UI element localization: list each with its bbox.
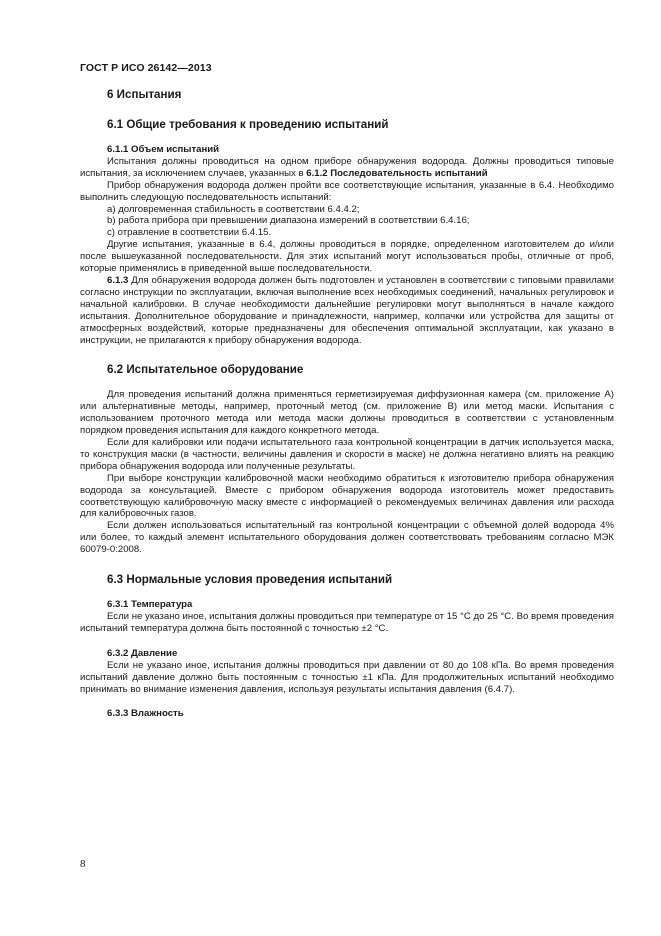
paragraph-text: Для обнаружения водорода должен быть подготовлен и установлен в соответствии с типовыми правилами согласно инструкции по эксплуатации, включая выполнение всех необходимых соединений, начальных регулировок и начальной калибровки. В случае необходимости дальнейшие регулировки могут выполняться в начале каждого испытания. Дополнительное оборудование и принадлежности, например, колпачки или устройства для защиты от атмосферных воздействий, которые предназначены для обеспечения оптимальной эксплуатации, как указано в инструкции, не прилагаются к прибору обнаружения водорода. — [80, 274, 614, 346]
section-6-2-title: 6.2 Испытательное оборудование — [107, 363, 304, 377]
paragraph-6-1-2: Прибор обнаружения водорода должен пройти все соответствующие испытания, указанные в 6.4. Необходимо выполнить следующую последовательность испытаний: — [80, 179, 614, 203]
paragraph-6-1-3 — [80, 275, 614, 346]
paragraph-6-2-2: Если для калибровки или подачи испытательного газа контрольной концентрации в датчик используется маска, то конструкция маски (в частности, величины давления и скорости в маске) не должна негативно влиять на реакцию прибора обнаружения водорода или полученные результаты. — [80, 437, 614, 472]
section-6-3-3-title: 6.3.3 Влажность — [107, 708, 184, 720]
section-6-title: 6 Испытания — [107, 88, 182, 101]
page-content — [80, 88, 614, 720]
section-6-3-1-title: 6.3.1 Температура — [107, 599, 193, 611]
list-item: a) долговременная стабильность в соответствии 6.4.4.2; — [107, 203, 360, 215]
document-header: ГОСТ Р ИСО 26142—2013 — [80, 62, 212, 74]
list-item: c) отравление в соответствии 6.4.15. — [107, 227, 272, 239]
list-item: b) работа прибора при превышении диапазона измерений в соответствии 6.4.16; — [107, 215, 470, 227]
section-6-3-2-title: 6.3.2 Давление — [107, 647, 178, 659]
section-6-3-title: 6.3 Нормальные условия проведения испытаний — [107, 573, 393, 587]
paragraph-text: Испытания должны проводиться на одном приборе обнаружения водорода. Должны проводиться типовые испытания, за исключением случаев, указанных в — [80, 155, 614, 179]
paragraph-6-3-1: Если не указано иное, испытания должны проводиться при температуре от 15 °С до 25 °С. Во время проведения испытаний температура должна быть постоянной с точностью ±2 °С. — [80, 611, 614, 634]
page-number: 8 — [80, 858, 86, 870]
section-6-1-title: 6.1 Общие требования к проведению испытаний — [107, 118, 389, 131]
paragraph-6-2-3: При выборе конструкции калибровочной маски необходимо обратиться к изготовителю прибора обнаружения водорода за консультацией. Вместе с прибором обнаружения водорода изготовитель может предоставить соответствующую калибровочную маску вместе с информацией о рекомендуемых величинах давления или расхода для калибровочных газов. — [80, 472, 614, 520]
paragraph-6-1-1 — [80, 156, 614, 180]
paragraph-6-2-1: Для проведения испытаний должна применяться герметизируемая диффузионная камера (см. приложение А) или альтернативные методы, например, проточный метод (см. приложение В) или метод маски. Испытания с использованием проточного метода или метода маски должны проводиться в соответствии с установленным порядком проведения испытания для каждого конкретного метода. — [80, 389, 614, 437]
paragraph-other-tests: Другие испытания, указанные в 6.4, должны проводиться в порядке, определенном изготовителем до и/или после вышеуказанной последовательности. Для этих испытаний могут использоваться пробы, отличные от проб, которые применялись в приведенной выше последовательности. — [80, 239, 614, 275]
paragraph-6-2-4: Если должен использоваться испытательный газ контрольной концентрации с объемной долей водорода 4% или более, то каждый элемент испытательного оборудования должен соответствовать требованиям согласно МЭК 60079-0:2008. — [80, 520, 614, 556]
section-6-1-1-title: 6.1.1 Объем испытаний — [107, 144, 220, 155]
clause-number: 6.1.3 — [107, 274, 129, 286]
paragraph-6-3-2: Если не указано иное, испытания должны проводиться при давлении от 80 до 108 кПа. Во время проведения испытаний давление должно быть постоянным с точностью ±1 кПа. Для продолжительных испытаний необходимо принимать во внимание изменения давления, используя результаты испытания давления (6.4.7). — [80, 659, 614, 695]
cross-reference-6-1-2: 6.1.2 Последовательность испытаний — [306, 167, 488, 179]
